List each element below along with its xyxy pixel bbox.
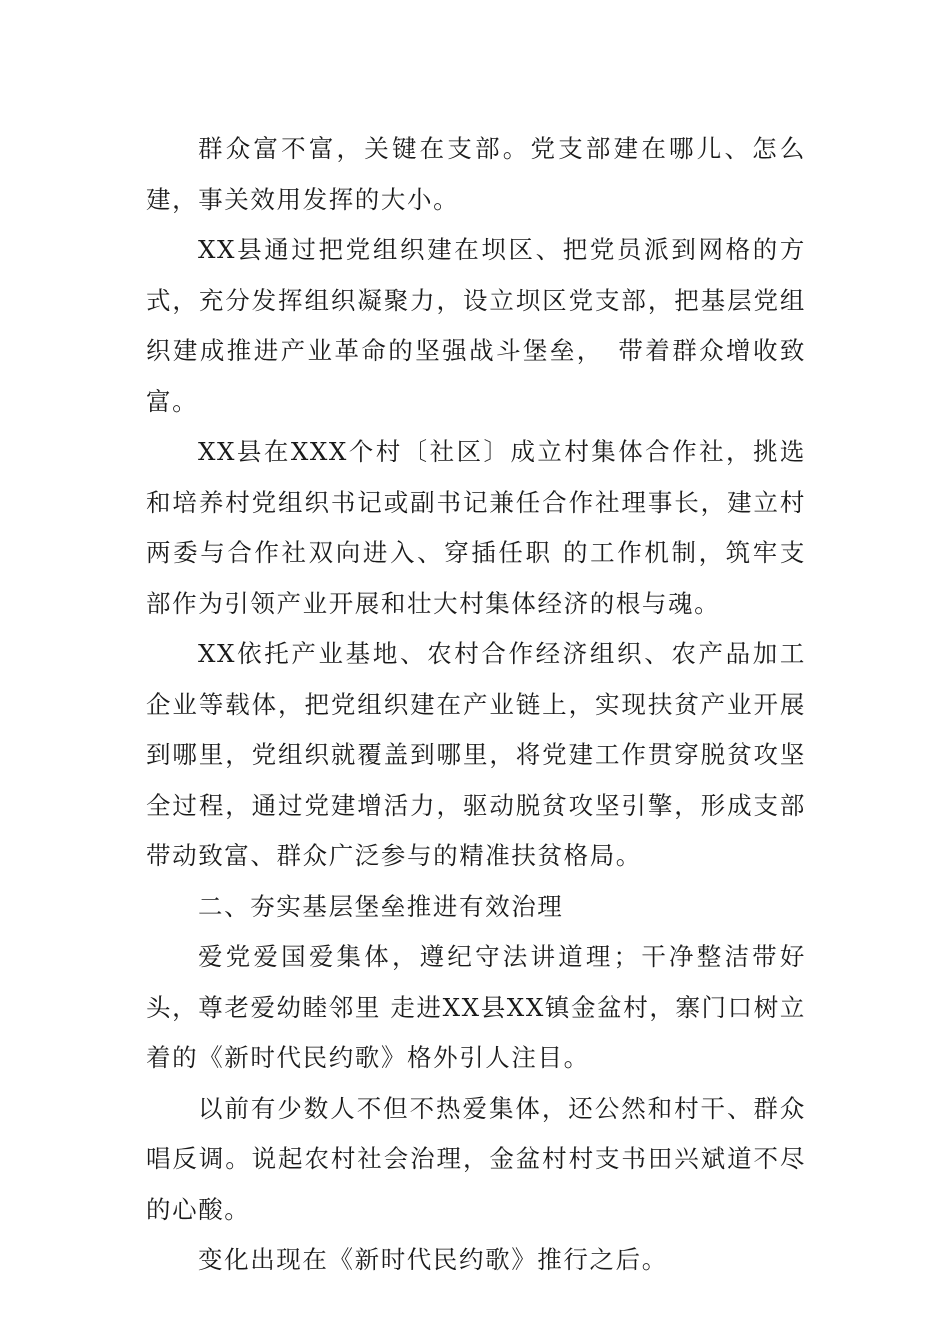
document-body xyxy=(146,124,806,1286)
paragraph-2: XX县通过把党组织建在坝区、把党员派到网格的方式，充分发挥组织凝聚力，设立坝区党支部，把基层党组织建成推进产业革命的坚强战斗堡垒， 带着群众增收致富。 xyxy=(146,235,806,416)
paragraph-6: 以前有少数人不但不热爱集体，还公然和村干、群众唱反调。说起农村社会治理，金盆村村支书田兴斌道不尽的心酸。 xyxy=(146,1093,806,1224)
paragraph-1: 群众富不富，关键在支部。党支部建在哪儿、怎么建，事关效用发挥的大小。 xyxy=(146,134,806,214)
section-heading: 二、夯实基层堡垒推进有效治理 xyxy=(198,891,564,921)
paragraph-4: XX依托产业基地、农村合作经济组织、农产品加工企业等载体，把党组织建在产业链上，实现扶贫产业开展到哪里，党组织就覆盖到哪里，将党建工作贯穿脱贫攻坚全过程，通过党建增活力，驱动脱贫攻坚引擎，形成支部带动致富、群众广泛参与的精准扶贫格局。 xyxy=(146,639,806,870)
paragraph-7: 变化出现在《新时代民约歌》推行之后。 xyxy=(198,1245,668,1274)
paragraph-3: XX县在XXX个村〔社区〕成立村集体合作社，挑选和培养村党组织书记或副书记兼任合作社理事长，建立村两委与合作社双向进入、穿插任职 的工作机制，筑牢支部作为引领产业开展和壮大村集体经济的根与魂。 xyxy=(146,437,806,618)
paragraph-5: 爱党爱国爱集体，遵纪守法讲道理；干净整洁带好头，尊老爱幼睦邻里 走进XX县XX镇金盆村，寨门口树立着的《新时代民约歌》格外引人注目。 xyxy=(146,942,806,1072)
